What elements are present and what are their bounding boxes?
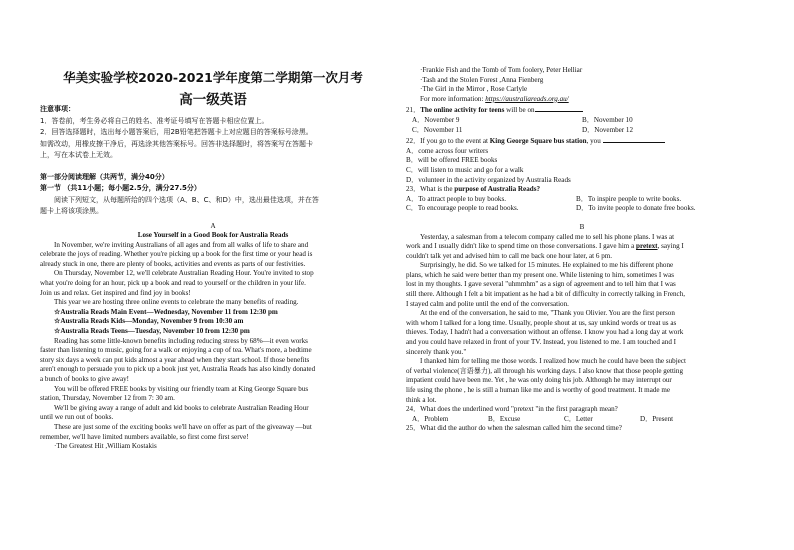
passage-line	[406, 338, 758, 348]
line-text: until we run out of books.	[40, 413, 114, 422]
left-column	[40, 104, 386, 452]
passage-line	[406, 328, 758, 338]
line-text: , saying I	[657, 242, 684, 251]
option[interactable]: A．To attract people to buy books.	[406, 194, 506, 203]
passage-b-label: B	[579, 222, 585, 231]
option[interactable]: D．volunteer in the activity organized by Australia Reads	[406, 175, 571, 184]
line-text: faster than listening to music, going for a walk or enjoying a cup of tea. What's more, a bedtime	[40, 346, 312, 355]
line-text: couldn't talk yet and advised him to call me back one hour later, at 6 pm.	[406, 251, 613, 260]
notice-heading: 注意事项：	[40, 105, 75, 113]
question-stem: 22．If you go to the event at	[406, 137, 490, 146]
line-text: These are just some of the exciting books we'll have on offer as part of the giveaway —but	[54, 422, 312, 431]
passage-b-body	[406, 233, 758, 406]
line-text: On Thursday, November 12, we'll celebrate Australian Reading Hour. You're invited to stop	[54, 269, 314, 278]
line-text: impatient could have been me. Yet , he was only doing his job. Although he may interrupt our	[406, 376, 672, 385]
line-text: lost in my thoughts. I gave several "uhmmhm" as a sign of agreement and to tell him that I was	[406, 280, 676, 289]
question-23	[406, 185, 758, 195]
line-text: remember, we'll have limited numbers available, so first come first serve!	[40, 432, 249, 441]
passage-line	[40, 327, 386, 337]
option[interactable]: D．November 12	[582, 125, 634, 134]
passage-line	[40, 279, 386, 289]
right-column	[406, 66, 758, 434]
line-text: plans, which he said were better than my present one. While listening to him, sometimes I was	[406, 270, 674, 279]
option[interactable]: C．To encourage people to read books.	[406, 204, 519, 213]
passage-line	[406, 261, 758, 271]
line-text: I thanked him for telling me those words. I realized how much he could have been the subject	[420, 357, 686, 366]
passage-line	[406, 386, 758, 396]
line-text: and you could have relaxed in front of your TV. Instead, you listened to me. I am touched and I	[406, 338, 677, 347]
option[interactable]: C．November 11	[412, 125, 463, 134]
passage-line	[40, 317, 386, 327]
question-number: 21．	[406, 106, 421, 115]
section-title: 第一节 （共11小题；每小题2.5分，满分27.5分）	[40, 184, 201, 192]
line-text: Surprisingly, he did. So we talked for 15 minutes. He explained to me his different phone	[420, 261, 674, 270]
option-row	[406, 415, 758, 425]
passage-line	[40, 413, 386, 423]
passage-line	[406, 280, 758, 290]
book-item: ·Tash and the Stolen Forest ,Anna Fienberg	[420, 75, 544, 84]
line-text: sincerely thank you."	[406, 347, 467, 356]
passage-line	[40, 385, 386, 395]
passage-line	[406, 348, 758, 358]
passage-line	[40, 241, 386, 251]
passage-line	[406, 367, 758, 377]
passage-line	[40, 346, 386, 356]
line-text: You will be offered FREE books by visiting our friendly team at King George Square bus	[54, 384, 309, 393]
passage-line	[40, 433, 386, 443]
passage-line	[406, 357, 758, 367]
part-title: 第一部分阅读理解（共两节，满分40分）	[40, 172, 169, 181]
line-text: already stuck in one, there are plenty of books, activities and events as parts of our festivities.	[40, 259, 306, 268]
line-text: Join us and relax. Get inspired and find joy in books!	[40, 288, 191, 297]
line-text: celebrate the joys of reading. Whether you're picking up a book for the first time or your head is	[40, 250, 313, 259]
notice-line: 如需改动，用橡皮擦干净后，再选涂其他答案标号。回答非选择题时，将答案写在答题卡	[40, 139, 313, 148]
question-21	[406, 104, 758, 116]
passage-line	[406, 376, 758, 386]
passage-line	[40, 423, 386, 433]
line-text: We'll be giving away a range of adult and kid books to celebrate Australian Reading Hour	[54, 403, 309, 412]
subject-title: 高一级英语	[179, 92, 247, 108]
line-text: aren't enough to persuade you to pick up a book just yet, Australia Reads has also kindly donated	[40, 365, 316, 374]
line-text: station, Thursday, November 12 from 7: 30 am.	[40, 394, 175, 403]
line-text: ☆Australia Reads Main Event—Wednesday, November 11 from 12:30 pm	[54, 307, 278, 316]
passage-line	[40, 260, 386, 270]
option-row	[406, 116, 758, 126]
option[interactable]: B．November 10	[582, 115, 633, 124]
option[interactable]: B．will be offered FREE books	[406, 156, 498, 165]
question-25: 25．What did the author do when the salesman called him the second time?	[406, 424, 622, 433]
option[interactable]: A．Problem	[412, 414, 449, 423]
option[interactable]: D．Present	[640, 414, 674, 423]
question-stem-bold: King George Square bus station	[489, 137, 587, 146]
option[interactable]: C．will listen to music and go for a walk	[406, 165, 524, 174]
line-text: still there. Although I felt a bit impatient as he had a bit of difficulty in correctly talking in French,	[406, 290, 686, 299]
passage-line	[40, 250, 386, 260]
option[interactable]: D．To invite people to donate free books.	[576, 204, 696, 213]
passage-a-body	[40, 241, 386, 452]
line-text: story six days a week can put kids almost a year ahead when they start school. If those benefits	[40, 355, 310, 364]
option[interactable]: A．November 9	[412, 115, 460, 124]
passage-line	[40, 289, 386, 299]
passage-line	[406, 319, 758, 329]
book-item: ·Frankie Fish and the Tomb of Tom foolery, Peter Helliar	[420, 66, 583, 74]
passage-line	[406, 300, 758, 310]
instruction-line: 题卡上将该项涂黑。	[40, 207, 103, 215]
line-text: think a lot.	[406, 395, 437, 404]
passage-line	[406, 233, 758, 243]
passage-line	[406, 252, 758, 262]
instruction-line: 阅读下列短文，从每题所给的四个选项（A、B、C、和D）中，选出最佳选项，并在答	[54, 195, 319, 204]
answer-blank	[603, 135, 665, 143]
option[interactable]: C．Letter	[564, 414, 593, 423]
question-22	[406, 135, 758, 147]
line-text: with whom I talked for a long time. Usually, people shout at us, say unkind words or treat us as	[406, 318, 677, 327]
line-text: life using the phone , he is still a human like me and is worthy of good treatment. It made me	[406, 386, 670, 394]
line-text: Yesterday, a salesman from a telecom company called me to sell his phone plans. I was at	[420, 232, 675, 241]
notice-line: 2．回答选择题时，选出每小题答案后，用2B铅笔把答题卡上对应题目的答案标号涂黑。	[40, 128, 313, 136]
passage-line	[406, 271, 758, 281]
notice-line: 上，写在本试卷上无效。	[40, 151, 117, 159]
question-stem-bold: purpose of Australia Reads?	[454, 185, 541, 194]
more-info-label: For more information:	[420, 94, 484, 103]
passage-a-label: A	[210, 221, 216, 230]
line-text: ☆Australia Reads Kids—Monday, November 9 from 10:30 am	[54, 317, 244, 326]
passage-line	[40, 356, 386, 366]
line-text: This year we are hosting three online events to celebrate the many benefits of reading.	[54, 298, 299, 307]
more-info-line	[406, 95, 758, 105]
question-24: 24．What does the underlined word "pretext "in the first paragraph mean?	[406, 405, 618, 414]
line-text: I stayed calm and polite until the end of the conversation.	[406, 299, 569, 308]
answer-blank	[535, 104, 583, 112]
school-title: 华美实验学校2020-2021学年度第二学期第一次月考	[63, 70, 363, 85]
passage-line	[40, 404, 386, 414]
passage-line	[40, 298, 386, 308]
question-stem: , you	[586, 137, 601, 146]
option[interactable]: B．To inspire people to write books.	[576, 194, 682, 203]
question-stem: will be on	[504, 106, 535, 115]
line-text: a bunch of books to give away!	[40, 375, 130, 383]
line-text: ·The Greatest Hit ,William Kostakis	[54, 442, 157, 451]
passage-line	[40, 442, 386, 452]
passage-line	[406, 290, 758, 300]
passage-line	[40, 365, 386, 375]
option-row	[406, 126, 758, 136]
line-text: ☆Australia Reads Teens—Tuesday, November 10 from 12:30 pm	[54, 327, 250, 336]
passage-line	[40, 337, 386, 347]
option-row	[406, 195, 758, 205]
passage-line	[406, 242, 758, 252]
option[interactable]: B．Excuse	[488, 414, 521, 423]
line-text: At the end of the conversation, he said to me, "Thank you Olivier. You are the first person	[420, 309, 675, 318]
line-text: Reading has some little-known benefits including reducing stress by 68%—it even works	[54, 336, 308, 345]
line-text: thieves. Today, I hadn't had a conversation without an offense. I know you had a long day at work	[406, 328, 684, 337]
line-text: In November, we're inviting Australians of all ages and from all walks of life to share and	[54, 240, 309, 249]
line-text: work and I usually didn't like to spend time on those conversations. I gave him a	[406, 242, 637, 251]
notice-line: 1．答卷前，考生务必将自己的姓名、准考证号填写在答题卡相应位置上。	[40, 116, 269, 125]
passage-line	[40, 308, 386, 318]
passage-line	[40, 394, 386, 404]
question-stem: 23．What is the	[406, 185, 455, 194]
line-text: what you're doing for an hour, pick up a book and read to yourself or the children in your life.	[40, 279, 306, 288]
question-stem-bold: The online activity for teens	[420, 106, 505, 115]
option-row	[406, 204, 758, 214]
passage-line	[40, 269, 386, 279]
passage-a-title: Lose Yourself in a Good Book for Australia Reads	[137, 231, 289, 240]
option[interactable]: A．come across four writers	[406, 146, 489, 155]
book-item: ·The Girl in the Mirror , Rose Carlyle	[420, 85, 528, 94]
passage-line	[40, 375, 386, 385]
underlined-word: pretext	[636, 242, 658, 251]
passage-line	[406, 396, 758, 406]
more-info-link[interactable]: https://australiareads.org.au/	[485, 94, 569, 103]
passage-line	[406, 309, 758, 319]
line-text: of verbal violence(言语暴力), all through his working days. I also know that those people getting	[406, 366, 683, 375]
